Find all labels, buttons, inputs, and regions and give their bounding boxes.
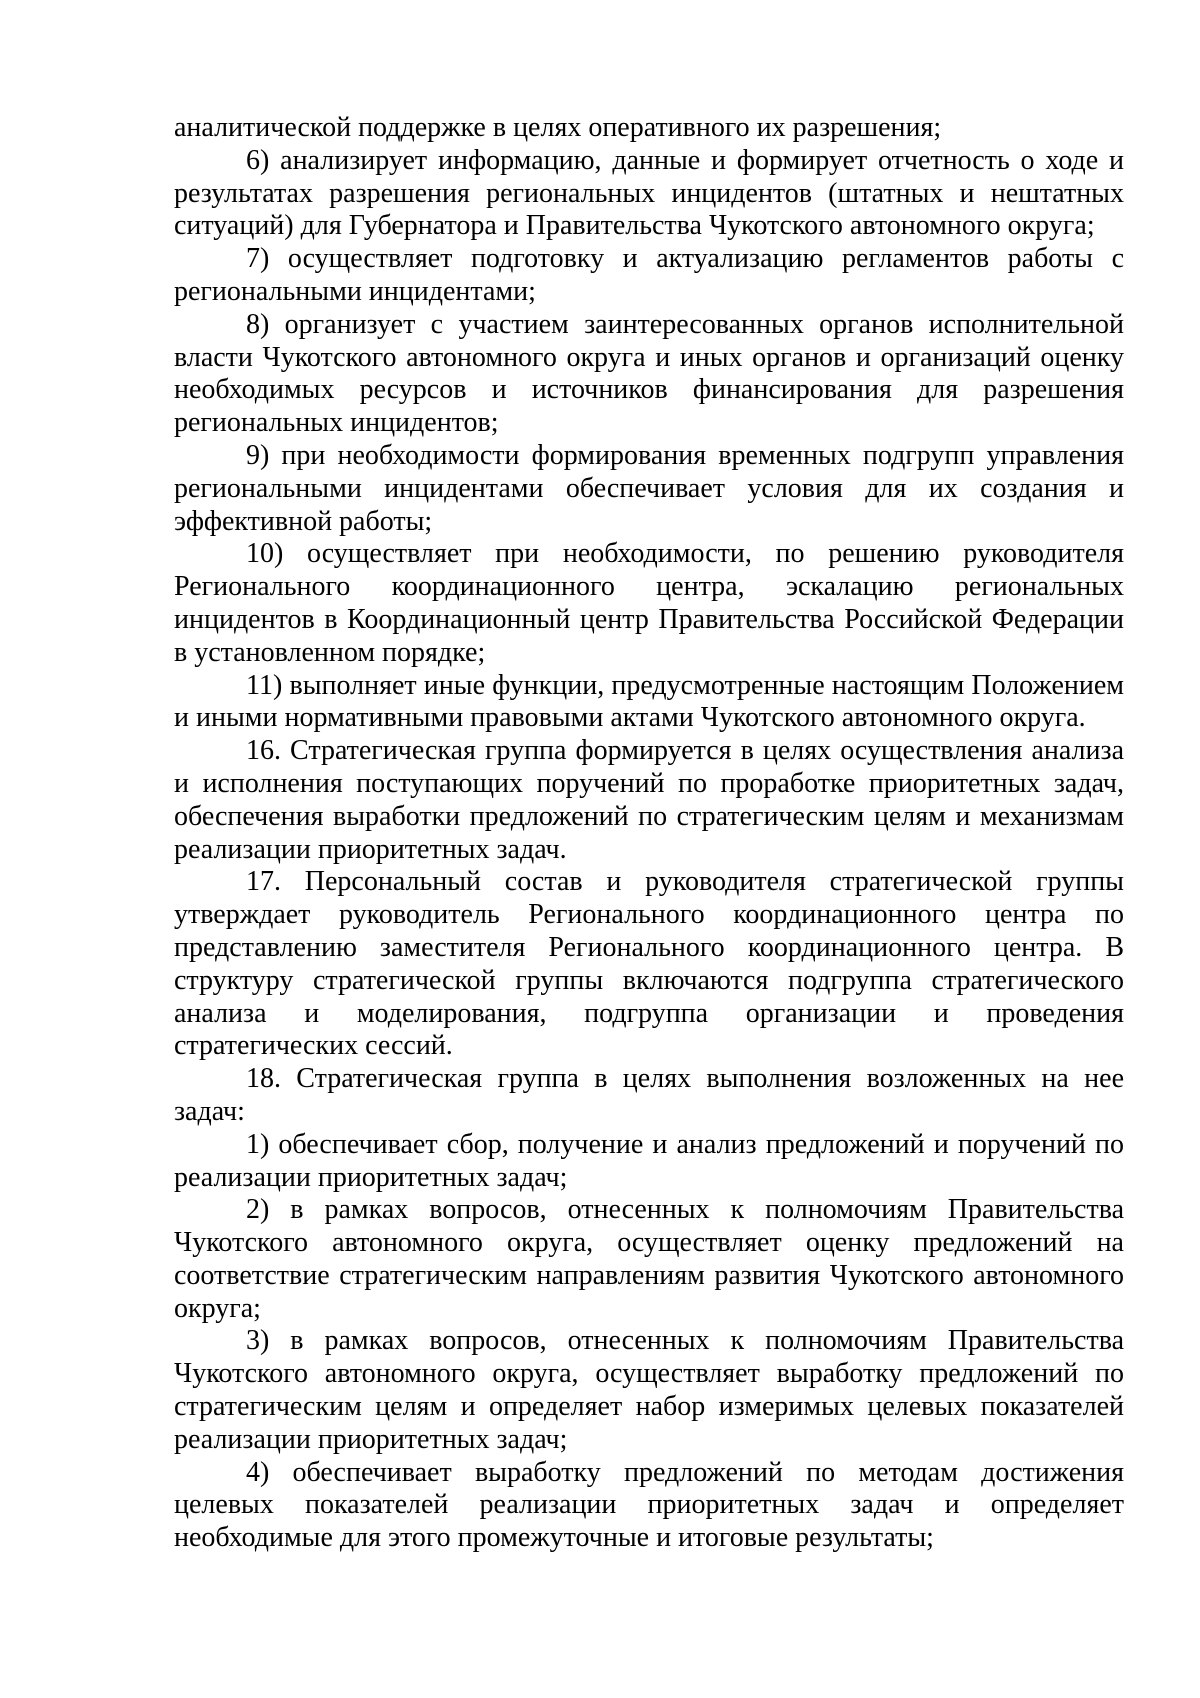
paragraph-item-7: 7) осуществляет подготовку и актуализацию регламентов работы с региональными инцидентами; — [174, 243, 1124, 307]
paragraph-clause-18: 18. Стратегическая группа в целях выполнения возложенных на нее задач: — [174, 1063, 1124, 1127]
paragraph-subitem-4: 4) обеспечивает выработку предложений по методам достижения целевых показателей реализации приоритетных задач и определяет необходимые для этого промежуточные и итоговые результаты; — [174, 1456, 1124, 1554]
paragraph-item-9: 9) при необходимости формирования временных подгрупп управления региональными инцидентами обеспечивает условия для их создания и эффективной работы; — [174, 439, 1124, 537]
paragraph-item-6: 6) анализирует информацию, данные и формирует отчетность о ходе и результатах разрешения региональных инцидентов (штатных и нештатных ситуаций) для Губернатора и Правительства Чукотского автономного округа; — [174, 144, 1124, 242]
paragraph-item-10: 10) осуществляет при необходимости, по решению руководителя Регионального координационного центра, эскалацию региональных инцидентов в Координационный центр Правительства Российской Федерации в установленном порядке; — [174, 538, 1124, 668]
paragraph-item-8: 8) организует с участием заинтересованных органов исполнительной власти Чукотского автономного округа и иных органов и организаций оценку необходимых ресурсов и источников финансирования для разрешения региональных инцидентов; — [174, 308, 1124, 439]
paragraph-clause-17: 17. Персональный состав и руководителя стратегической группы утверждает руководитель Регионального координационного центра по представлению заместителя Регионального координационного центра. В структуру стратегической группы включаются подгруппа стратегического анализа и моделирования, подгруппа организации и проведения стратегических сессий. — [174, 866, 1124, 1062]
paragraph-subitem-1: 1) обеспечивает сбор, получение и анализ предложений и поручений по реализации приоритетных задач; — [174, 1128, 1124, 1193]
paragraph-clause-16: 16. Стратегическая группа формируется в целях осуществления анализа и исполнения поступающих поручений по проработке приоритетных задач, обеспечения выработки предложений по стратегическим целям и механизмам реализации приоритетных задач. — [174, 735, 1124, 865]
paragraph-continuation: аналитической поддержке в целях оперативного их разрешения; — [174, 112, 942, 143]
paragraph-item-11: 11) выполняет иные функции, предусмотренные настоящим Положением и иными нормативными правовыми актами Чукотского автономного округа. — [174, 669, 1124, 734]
document-body — [174, 112, 1124, 1555]
paragraph-subitem-3: 3) в рамках вопросов, отнесенных к полномочиям Правительства Чукотского автономного округа, осуществляет выработку предложений по стратегическим целям и определяет набор измеримых целевых показателей реализации приоритетных задач; — [174, 1325, 1124, 1455]
paragraph-subitem-2: 2) в рамках вопросов, отнесенных к полномочиям Правительства Чукотского автономного округа, осуществляет оценку предложений на соответствие стратегическим направлениям развития Чукотского автономного округа; — [174, 1194, 1124, 1324]
